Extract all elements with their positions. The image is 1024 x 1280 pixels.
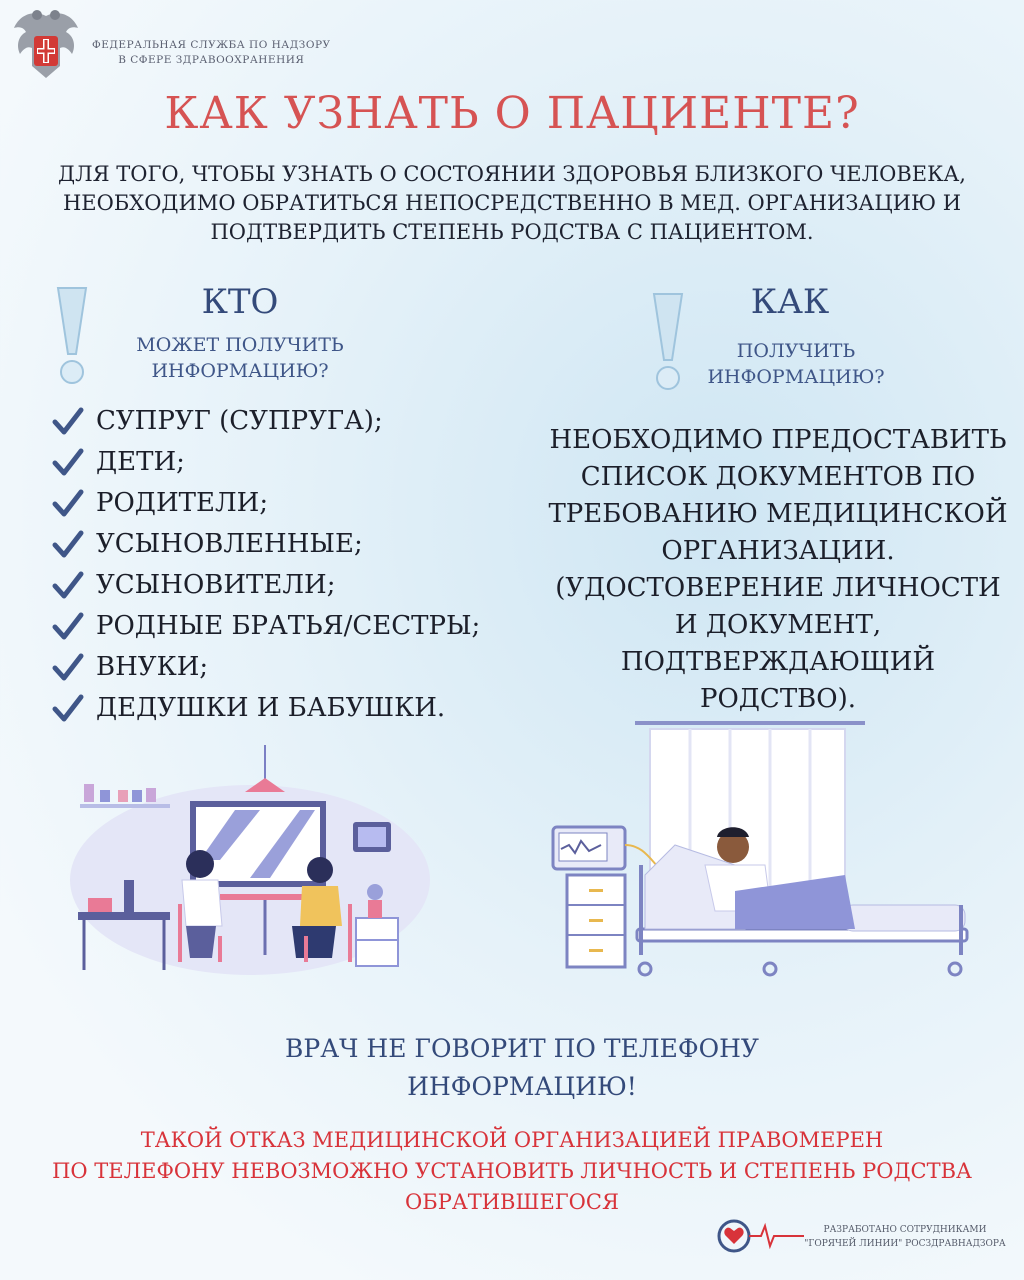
phone-warning xyxy=(0,1030,1024,1106)
refusal-explanation xyxy=(0,1125,1024,1218)
how-title: КАК xyxy=(750,282,830,322)
relative-label: РОДИТЕЛИ; xyxy=(96,487,269,518)
who-subtitle-line-1: МОЖЕТ ПОЛУЧИТЬ xyxy=(136,334,344,356)
relative-label: ДЕДУШКИ И БАБУШКИ. xyxy=(96,692,446,723)
relative-list-item xyxy=(52,564,522,605)
organization-name xyxy=(92,38,331,68)
how-subtitle xyxy=(666,338,926,390)
checkmark-icon xyxy=(52,652,84,682)
intro-line-2: НЕОБХОДИМО ОБРАТИТЬСЯ НЕПОСРЕДСТВЕННО В МЕД. ОРГАНИЗАЦИЮ И xyxy=(62,191,962,215)
checkmark-icon xyxy=(52,693,84,723)
how-subtitle-line-1: ПОЛУЧИТЬ xyxy=(736,340,856,362)
checkmark-icon xyxy=(52,488,84,518)
who-subtitle xyxy=(110,332,370,384)
heart-pulse-icon xyxy=(716,1216,806,1256)
relative-list-item xyxy=(52,687,522,728)
org-line-2: В СФЕРЕ ЗДРАВООХРАНЕНИЯ xyxy=(118,54,305,66)
page-title: КАК УЗНАТЬ О ПАЦИЕНТЕ? xyxy=(164,88,860,139)
instruction-line: РОДСТВО). xyxy=(699,684,856,714)
refusal-line-2: ПО ТЕЛЕФОНУ НЕВОЗМОЖНО УСТАНОВИТЬ ЛИЧНОСТЬ И СТЕПЕНЬ РОДСТВА xyxy=(52,1159,972,1183)
instruction-line: ПОДТВЕРЖДАЮЩИЙ xyxy=(620,647,936,677)
checkmark-icon xyxy=(52,529,84,559)
instruction-line: (УДОСТОВЕРЕНИЕ ЛИЧНОСТИ xyxy=(555,573,1001,603)
exclamation-icon xyxy=(52,286,92,386)
checkmark-icon xyxy=(52,611,84,641)
footer-line-1: РАЗРАБОТАНО СОТРУДНИКАМИ xyxy=(823,1225,987,1235)
checkmark-icon xyxy=(52,570,84,600)
instruction-line: ОРГАНИЗАЦИИ. xyxy=(661,536,895,566)
instruction-line: ТРЕБОВАНИЮ МЕДИЦИНСКОЙ xyxy=(548,499,1008,529)
intro-text xyxy=(20,160,1004,247)
relative-label: ВНУКИ; xyxy=(96,651,209,682)
phone-warning-line-1: ВРАЧ НЕ ГОВОРИТ ПО ТЕЛЕФОНУ xyxy=(285,1034,759,1063)
relative-label: СУПРУГ (СУПРУГА); xyxy=(96,405,383,436)
relative-list-item xyxy=(52,482,522,523)
instruction-line: СПИСОК ДОКУМЕНТОВ ПО xyxy=(580,462,976,492)
relative-list-item xyxy=(52,400,522,441)
phone-warning-line-2: ИНФОРМАЦИЮ! xyxy=(407,1072,637,1101)
refusal-line-1: ТАКОЙ ОТКАЗ МЕДИЦИНСКОЙ ОРГАНИЗАЦИЕЙ ПРАВОМЕРЕН xyxy=(140,1128,884,1152)
instruction-line: И ДОКУМЕНТ, xyxy=(674,610,882,640)
relative-list-item xyxy=(52,605,522,646)
intro-line-1: ДЛЯ ТОГО, ЧТОБЫ УЗНАТЬ О СОСТОЯНИИ ЗДОРОВЬЯ БЛИЗКОГО ЧЕЛОВЕКА, xyxy=(58,162,966,186)
relative-label: ДЕТИ; xyxy=(96,446,185,477)
footer-line-2: "ГОРЯЧЕЙ ЛИНИИ" РОСЗДРАВНАДЗОРА xyxy=(804,1239,1006,1249)
relative-list-item xyxy=(52,523,522,564)
relative-list-item xyxy=(52,646,522,687)
relative-label: УСЫНОВЛЕННЫЕ; xyxy=(96,528,363,559)
org-line-1: ФЕДЕРАЛЬНАЯ СЛУЖБА ПО НАДЗОРУ xyxy=(92,39,331,51)
checkmark-icon xyxy=(52,447,84,477)
consultation-illustration xyxy=(60,740,440,980)
checkmark-icon xyxy=(52,406,84,436)
who-subtitle-line-2: ИНФОРМАЦИЮ? xyxy=(151,360,329,382)
how-subtitle-line-2: ИНФОРМАЦИЮ? xyxy=(707,366,885,388)
eagle-emblem-icon xyxy=(10,6,82,86)
relative-label: РОДНЫЕ БРАТЬЯ/СЕСТРЫ; xyxy=(96,610,481,641)
hospital-ward-illustration xyxy=(545,715,975,985)
who-title: КТО xyxy=(201,282,279,322)
relative-list-item xyxy=(52,441,522,482)
instruction-line: НЕОБХОДИМО ПРЕДОСТАВИТЬ xyxy=(549,425,1007,455)
refusal-line-3: ОБРАТИВШЕГОСЯ xyxy=(405,1190,619,1214)
documents-instructions xyxy=(548,422,1008,718)
intro-line-3: ПОДТВЕРДИТЬ СТЕПЕНЬ РОДСТВА С ПАЦИЕНТОМ. xyxy=(210,220,814,244)
footer-credit xyxy=(800,1223,1010,1251)
header xyxy=(10,6,430,86)
relative-label: УСЫНОВИТЕЛИ; xyxy=(96,569,336,600)
relatives-list xyxy=(52,400,522,728)
